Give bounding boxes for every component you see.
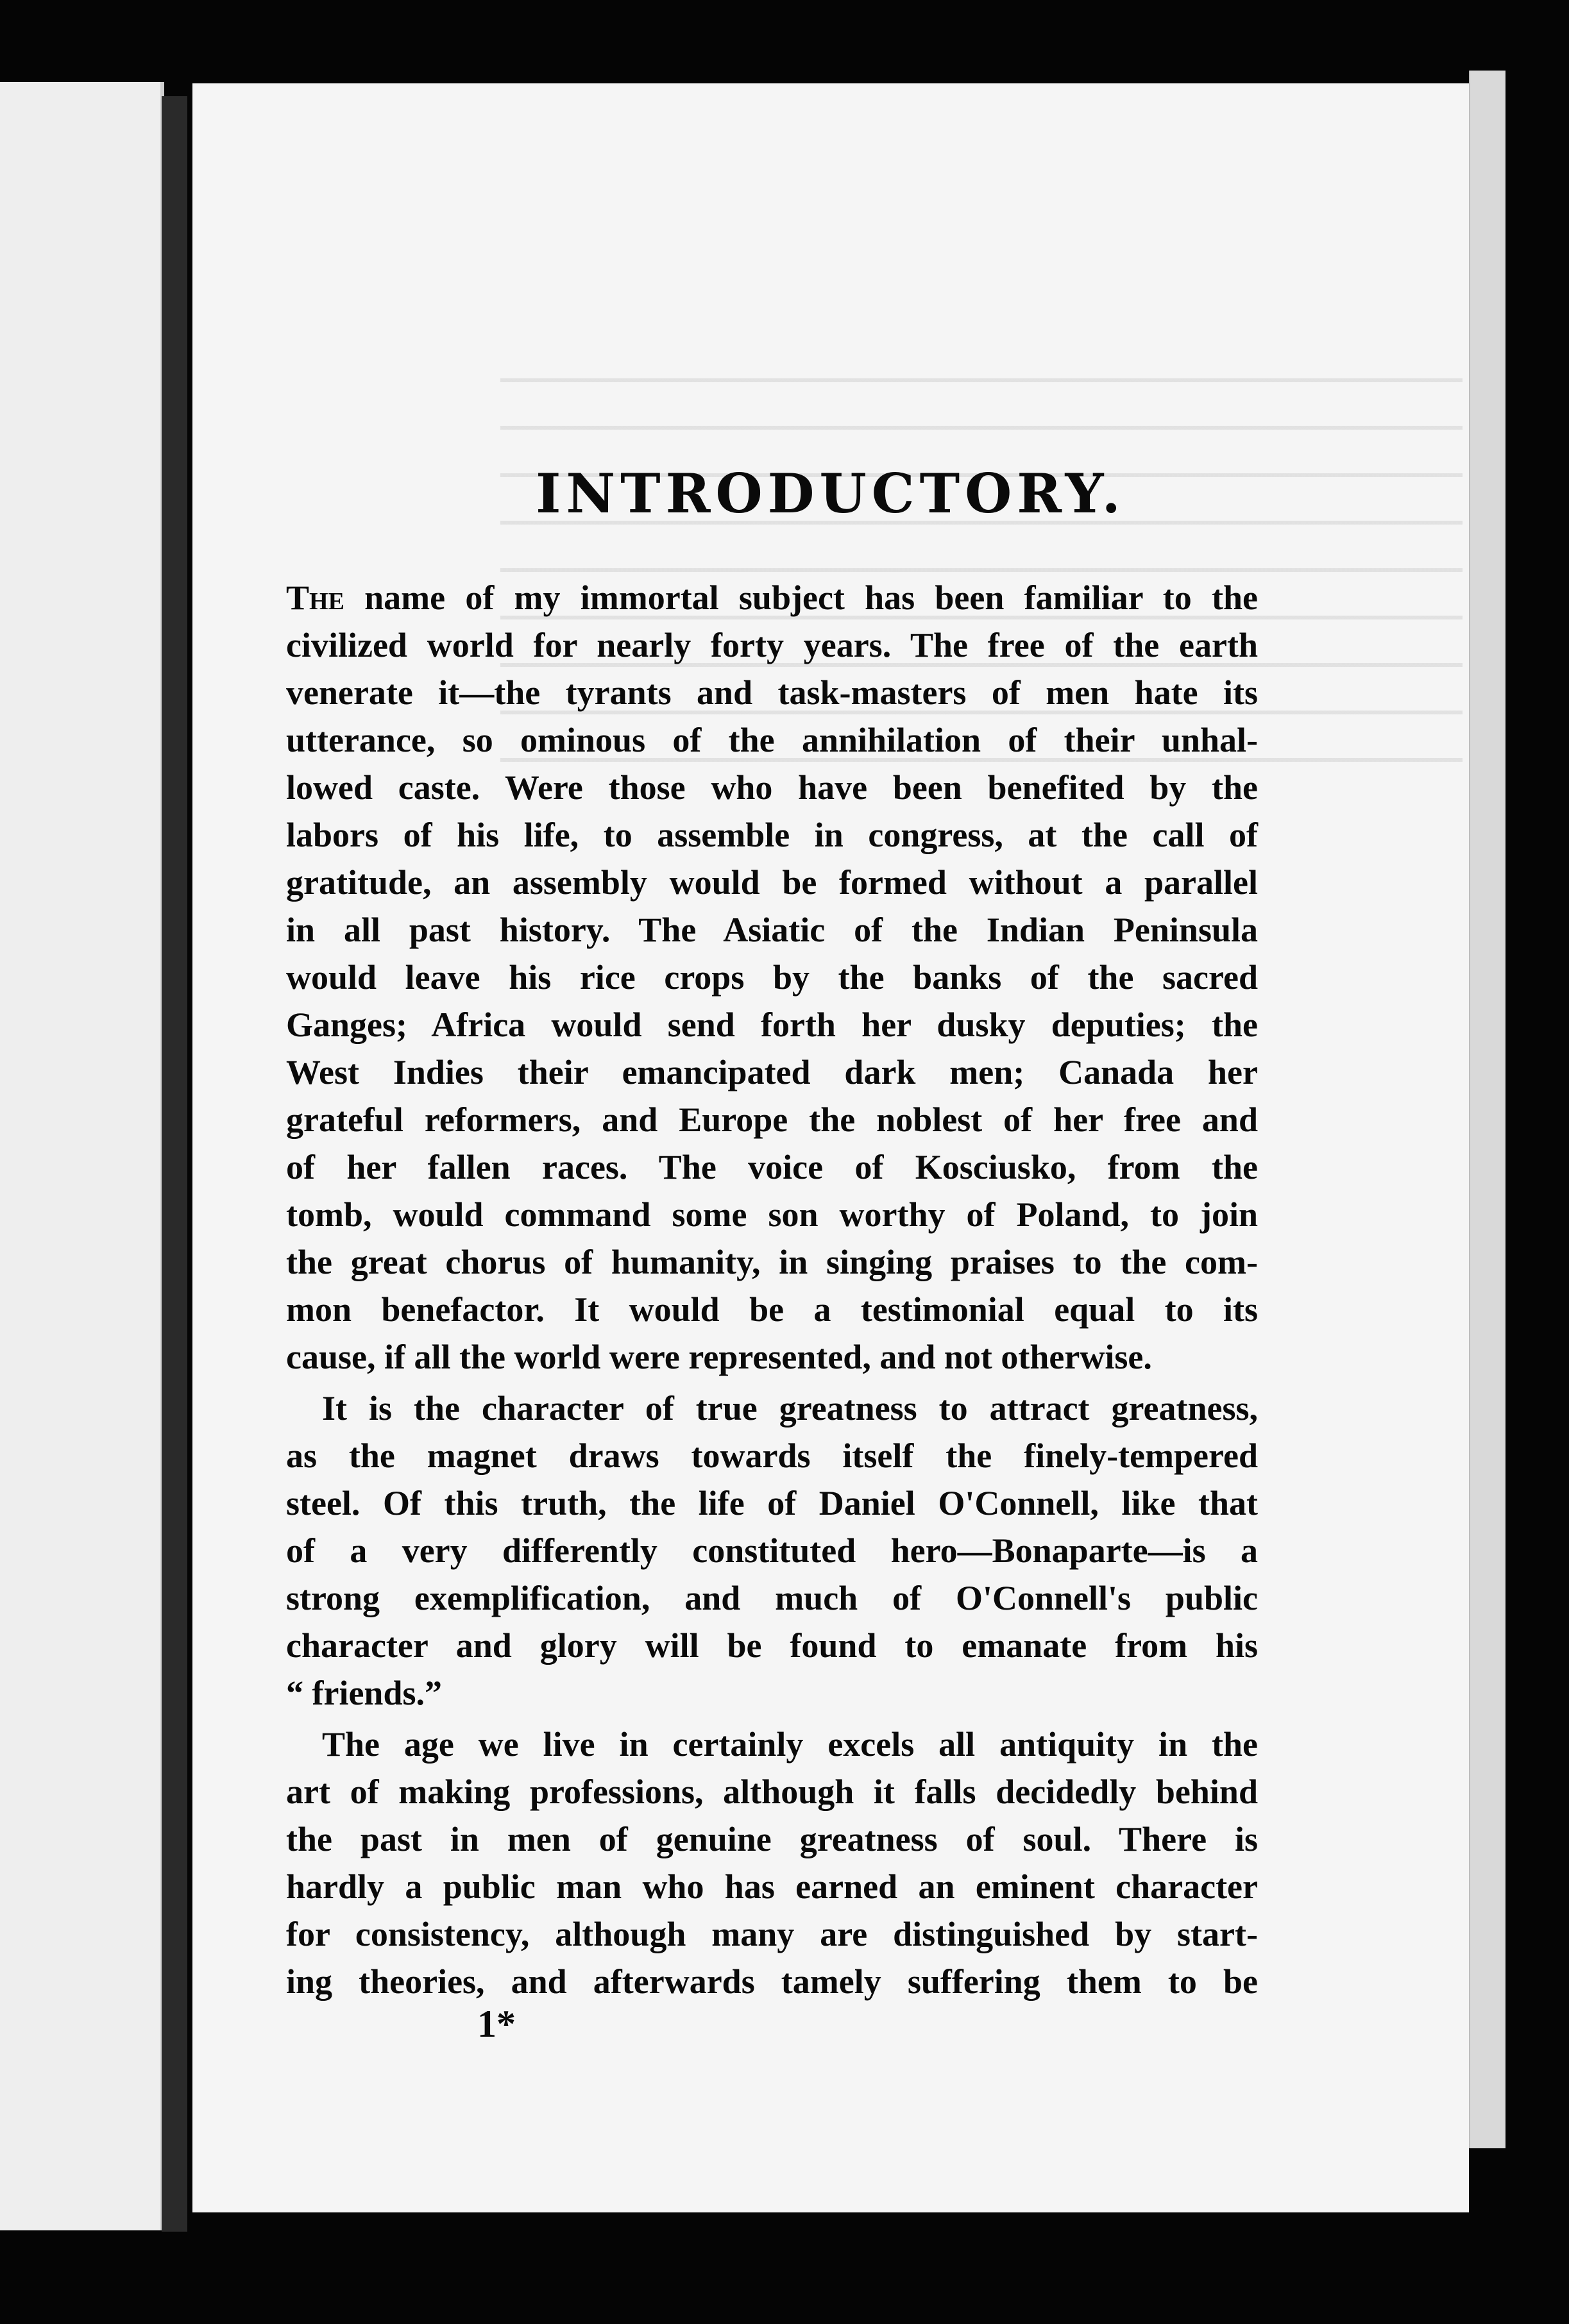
page-edge	[1469, 71, 1505, 2148]
text-line: Ganges; Africa would send forth her dusky deputies; the	[286, 1006, 1258, 1044]
text-line: West Indies their emancipated dark men; Canada her	[286, 1053, 1258, 1091]
text-line: gratitude, an assembly would be formed without a parallel	[286, 863, 1258, 902]
text-line: art of making professions, although it falls decidedly behind	[286, 1772, 1258, 1811]
text-line: strong exemplification, and much of O'Connell's public	[286, 1579, 1258, 1617]
text-line: lowed caste. Were those who have been benefited by the	[286, 768, 1258, 807]
text-line: of her fallen races. The voice of Kosciusko, from the	[286, 1148, 1258, 1186]
text-line: steel. Of this truth, the life of Daniel O'Connell, like that	[286, 1484, 1258, 1522]
text-line: cause, if all the world were represented, and not otherwise.	[286, 1338, 1152, 1376]
text-line: The name of my immortal subject has been familiar to the	[286, 578, 1258, 617]
text-line: for consistency, although many are distinguished by start-	[286, 1915, 1258, 1953]
text-line: mon benefactor. It would be a testimonial equal to its	[286, 1290, 1258, 1329]
text-line: in all past history. The Asiatic of the Indian Peninsula	[286, 911, 1258, 949]
signature-mark: 1*	[477, 2003, 516, 2045]
text-line: utterance, so ominous of the annihilation of their unhal-	[286, 721, 1258, 759]
text-line: venerate it—the tyrants and task-masters of men hate its	[286, 673, 1258, 712]
text-line: ing theories, and afterwards tamely suffering them to be	[286, 1962, 1258, 2001]
book-gutter	[162, 96, 187, 2232]
text-line: tomb, would command some son worthy of Poland, to join	[286, 1195, 1258, 1234]
text-line: hardly a public man who has earned an eminent character	[286, 1867, 1258, 1906]
text-line: of a very differently constituted hero—Bonaparte—is a	[286, 1531, 1258, 1570]
drop-word: The	[286, 578, 344, 617]
text-line: The age we live in certainly excels all antiquity in the	[322, 1725, 1258, 1764]
text-line: It is the character of true greatness to attract greatness,	[322, 1389, 1258, 1427]
text-line: character and glory will be found to emanate from his	[286, 1626, 1258, 1665]
text-line: civilized world for nearly forty years. The free of the earth	[286, 626, 1258, 664]
text-line: would leave his rice crops by the banks of the sacred	[286, 958, 1258, 997]
text-line: the past in men of genuine greatness of soul. There is	[286, 1820, 1258, 1858]
text-line: grateful reformers, and Europe the noblest of her free and	[286, 1100, 1258, 1139]
body-text	[286, 574, 1258, 2005]
text-line: the great chorus of humanity, in singing praises to the com-	[286, 1243, 1258, 1281]
text-line: labors of his life, to assemble in congress, at the call of	[286, 816, 1258, 854]
text-line: “ friends.”	[286, 1674, 442, 1712]
facing-page	[0, 82, 164, 2230]
chapter-title: INTRODUCTORY.	[536, 462, 1126, 525]
text-line: as the magnet draws towards itself the finely-tempered	[286, 1436, 1258, 1475]
